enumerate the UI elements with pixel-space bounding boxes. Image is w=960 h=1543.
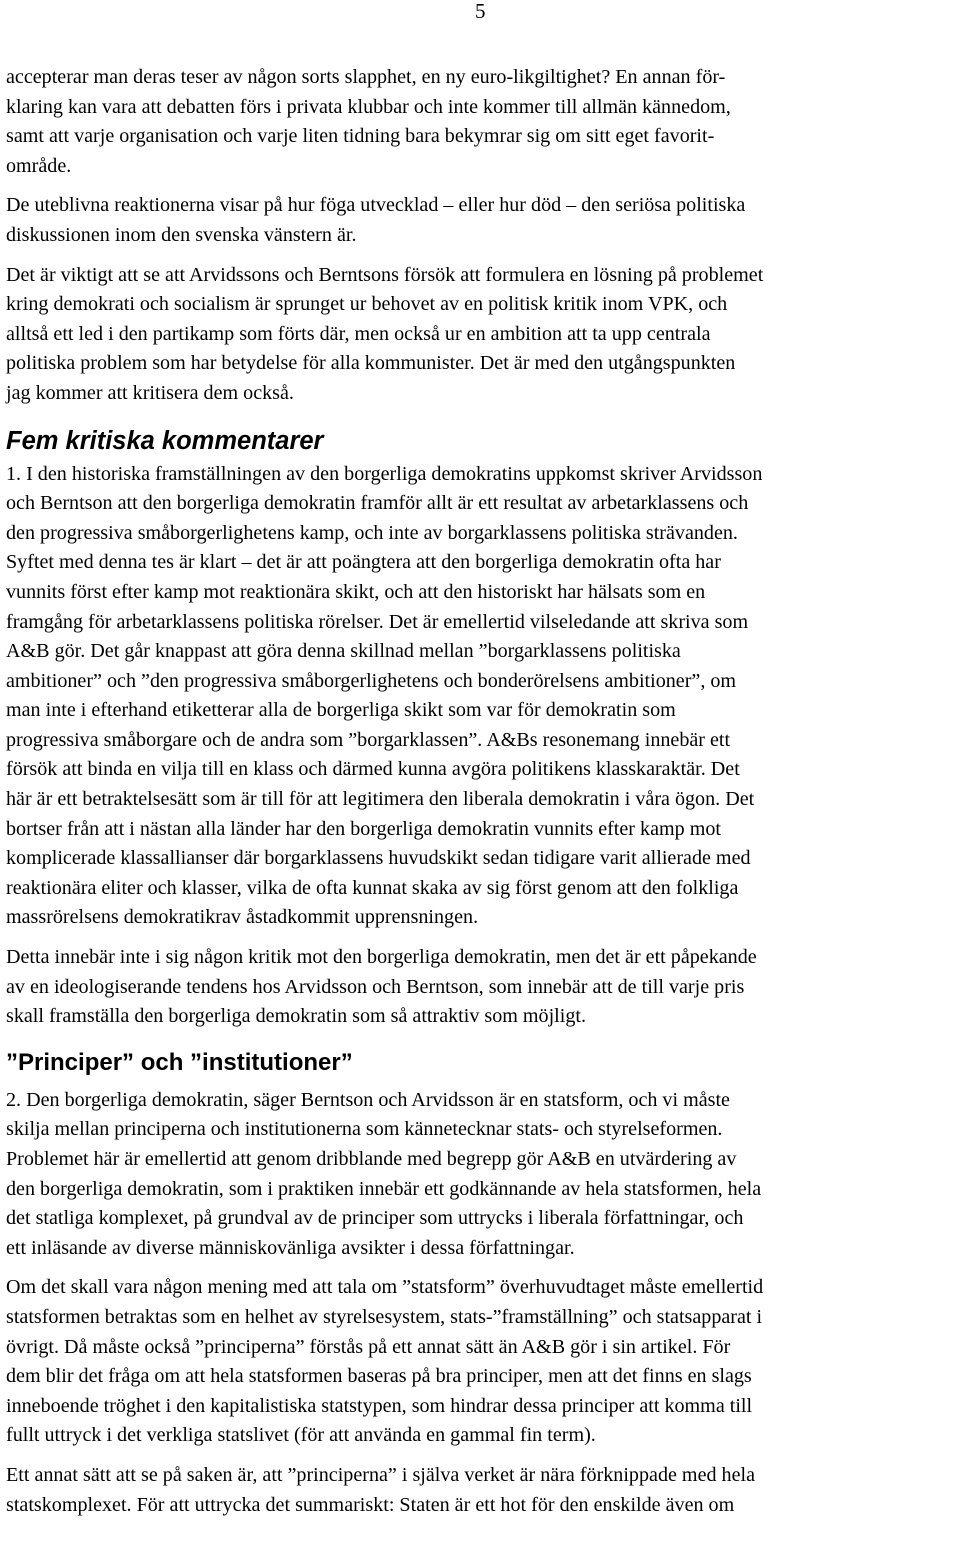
text-line: inneboende tröghet i den kapitalistiska statstypen, som hindrar dessa principer att komma till (6, 1394, 753, 1417)
text-line: reaktionära eliter och klasser, vilka de ofta kunnat skaka av sig först genom att den folkliga (6, 876, 739, 899)
text-line: framgång för arbetarklassens politiska rörelser. Det är emellertid vilseledande att skriva som (6, 610, 749, 633)
text-line: Problemet här är emellertid att genom dribblande med begrepp gör A&B en utvärdering av (6, 1148, 737, 1170)
text-line: De uteblivna reaktionerna visar på hur föga utvecklad – eller hur död – den seriösa politiska (6, 194, 746, 217)
text-line: samt att varje organisation och varje liten tidning bara bekymrar sig om sitt eget favorit- (6, 125, 715, 148)
text-line: av en ideologiserande tendens hos Arvidsson och Berntson, som innebär att de till varje pris (6, 975, 745, 998)
text-line: ambitioner” och ”den progressiva småborgerlighetens och bonderörelsens ambitioner”, om (6, 669, 737, 692)
text-line: och Berntson att den borgerliga demokratin framför allt är ett resultat av arbetarklassens och (6, 492, 749, 515)
section-heading-fem-kritiska-kommentarer: Fem kritiska kommentarer (6, 426, 324, 455)
text-line: vunnits först efter kamp mot reaktionära skikt, och att den historiskt har hälsats som en (6, 580, 706, 603)
text-line: bortser från att i nästan alla länder har den borgerliga demokratin vunnits efter kamp mot (6, 817, 721, 840)
text-line: jag kommer att kritisera dem också. (6, 381, 294, 404)
text-line: diskussionen inom den svenska vänstern är. (6, 223, 357, 246)
paragraph-1 (6, 63, 958, 181)
text-line: man inte i efterhand etiketterar alla de borgerliga skikt som var för demokratin som (6, 699, 676, 722)
section-heading-principer-och-institutioner: ”Principer” och ”institutioner” (6, 1048, 353, 1076)
paragraph-6 (6, 1086, 958, 1264)
paragraph-7 (6, 1273, 958, 1451)
text-line: Detta innebär inte i sig någon kritik mot den borgerliga demokratin, men det är ett påpekande (6, 946, 757, 969)
text-line: försök att binda en vilja till en klass och därmed kunna avgöra politikens klasskaraktär. Det (6, 758, 740, 781)
text-line: accepterar man deras teser av någon sorts slapphet, en ny euro-likgiltighet? En annan för- (6, 66, 726, 88)
text-line: alltså ett led i den partikamp som förts där, men också ur en ambition att ta upp centrala (6, 322, 711, 345)
text-line: statskomplexet. För att uttrycka det summariskt: Staten är ett hot för den enskilde även om (6, 1493, 735, 1516)
text-line: progressiva småborgare och de andra som ”borgarklassen”. A&Bs resonemang innebär ett (6, 728, 731, 751)
text-line: område. (6, 154, 72, 177)
text-line: politiska problem som har betydelse för alla kommunister. Det är med den utgångspunkten (6, 352, 736, 375)
paragraph-8 (6, 1461, 958, 1520)
text-line: Det är viktigt att se att Arvidssons och Berntsons försök att formulera en lösning på problemet (6, 263, 764, 286)
document-body (6, 63, 958, 1520)
text-line: Om det skall vara någon mening med att tala om ”statsform” överhuvudtaget måste emellertid (6, 1276, 764, 1299)
paragraph-5 (6, 943, 958, 1032)
text-line: massrörelsens demokratikrav åstadkommit upprensningen. (6, 906, 479, 929)
text-line: 2. Den borgerliga demokratin, säger Berntson och Arvidsson är en statsform, och vi måste (6, 1088, 730, 1111)
text-line: skilja mellan principerna och institutionerna som kännetecknar stats- och styrelseformen. (6, 1118, 723, 1141)
text-line: kring demokrati och socialism är sprunget ur behovet av en politisk kritik inom VPK, och (6, 293, 728, 316)
text-line: den borgerliga demokratin, som i praktiken innebär ett godkännande av hela statsformen, hela (6, 1177, 762, 1200)
text-line: klaring kan vara att debatten förs i privata klubbar och inte kommer till allmän kännedom, (6, 95, 731, 118)
text-line: A&B gör. Det går knappast att göra denna skillnad mellan ”borgarklassens politiska (6, 640, 681, 663)
text-line: komplicerade klassallianser där borgarklassens huvudskikt sedan tidigare varit allierade med (6, 847, 751, 870)
page-number: 5 (475, 0, 486, 23)
text-line: ett inläsande av diverse människovänliga avsikter i dessa författningar. (6, 1236, 575, 1259)
text-line: statsformen betraktas som en helhet av styrelsesystem, stats-”framställning” och statsapparat i (6, 1305, 763, 1328)
text-line: fullt uttryck i det verkliga statslivet (för att använda en gammal fin term). (6, 1424, 596, 1447)
text-line: skall framställa den borgerliga demokratin som så attraktiv som möjligt. (6, 1005, 586, 1028)
paragraph-4 (6, 460, 958, 934)
paragraph-2 (6, 191, 958, 250)
paragraph-3 (6, 261, 958, 409)
text-line: dem blir det fråga om att hela statsformen baseras på bra principer, men att det finns en slags (6, 1365, 752, 1388)
text-line: övrigt. Då måste också ”principerna” förstås på ett annat sätt än A&B gör i sin artikel. För (6, 1335, 731, 1358)
text-line: den progressiva småborgerlighetens kamp, och inte av borgarklassens politiska strävanden. (6, 521, 738, 544)
text-line: Ett annat sätt att se på saken är, att ”principerna” i själva verket är nära förknippade med hela (6, 1463, 756, 1486)
text-line: Syftet med denna tes är klart – det är att poängtera att den borgerliga demokratin ofta har (6, 551, 721, 574)
text-line: 1. I den historiska framställningen av den borgerliga demokratins uppkomst skriver Arvidsson (6, 462, 763, 485)
text-line: här är ett betraktelsesätt som är till för att legitimera den liberala demokratin i våra ögon. Det (6, 788, 755, 811)
text-line: det statliga komplexet, på grundval av de principer som uttrycks i liberala författningar, och (6, 1207, 744, 1230)
